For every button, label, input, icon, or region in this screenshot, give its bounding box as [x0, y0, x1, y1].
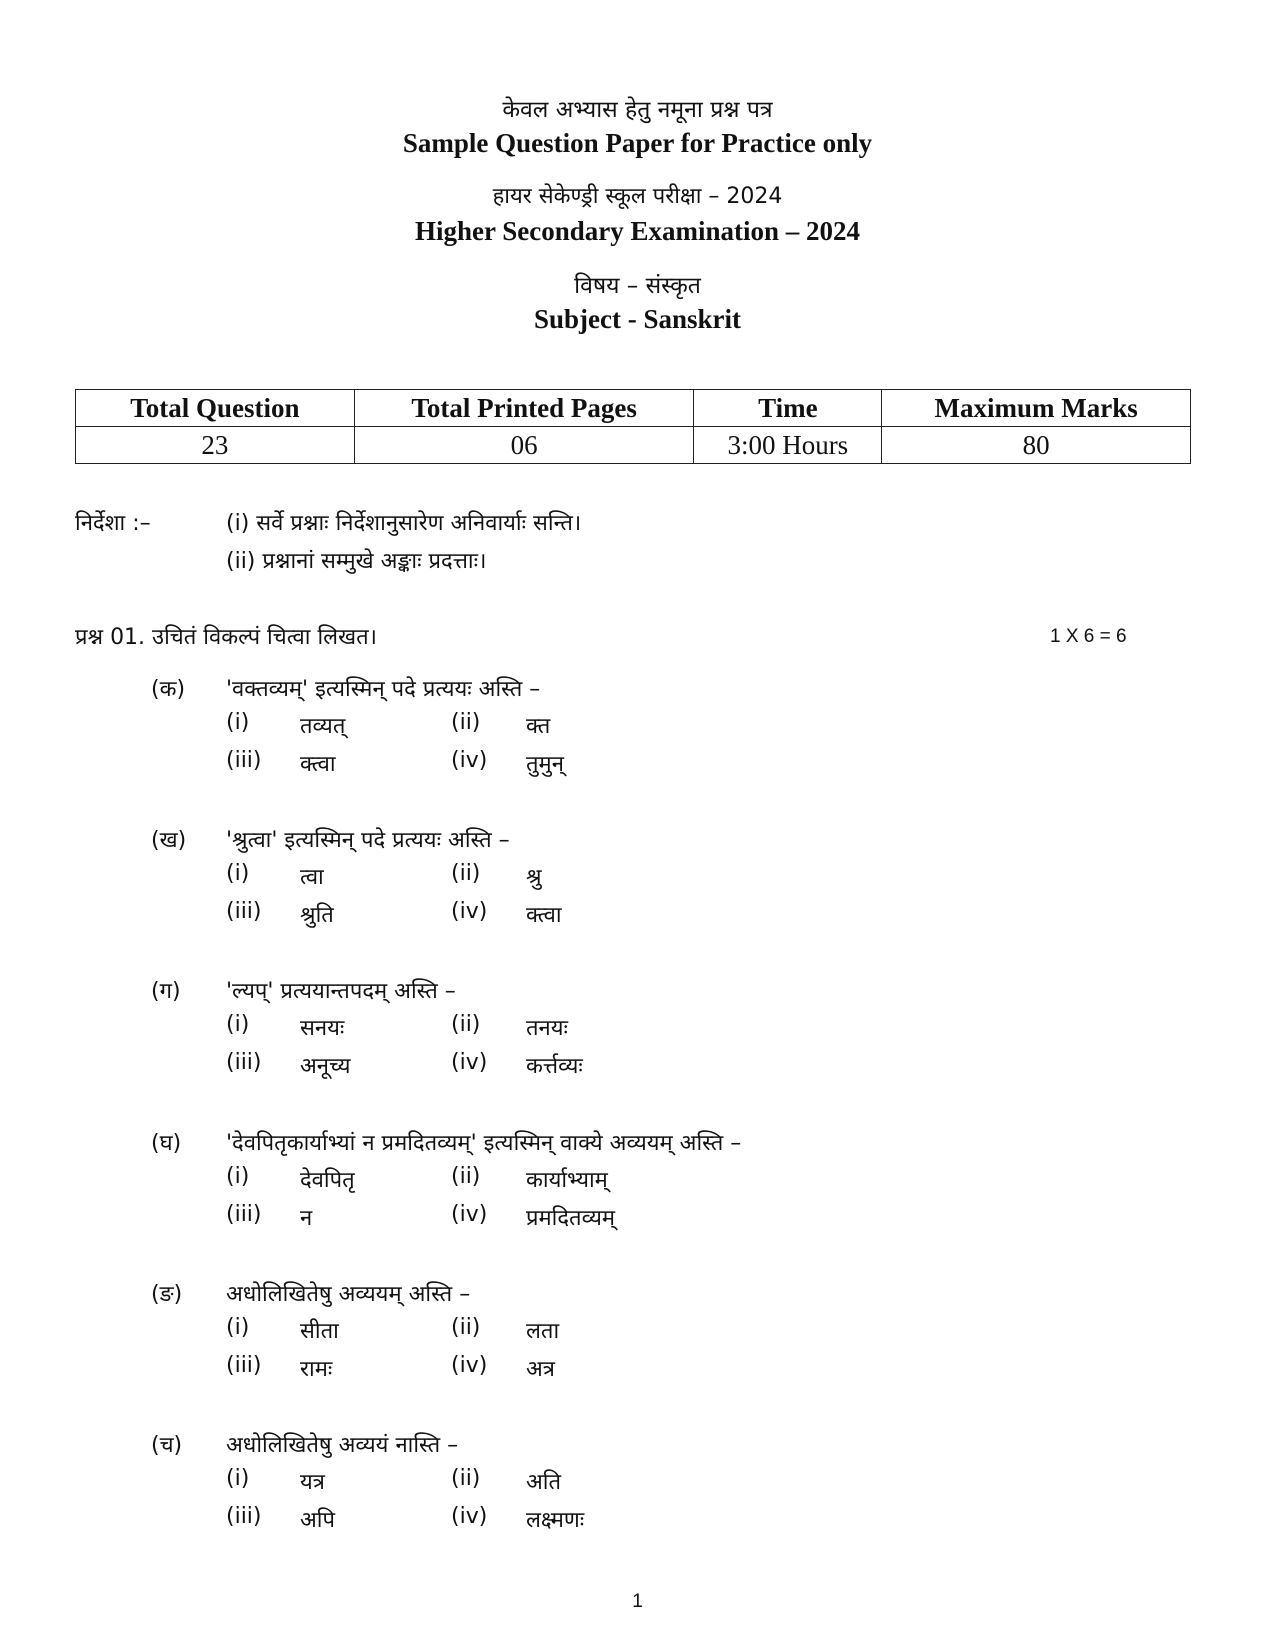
- option-text: सनयः: [300, 1016, 345, 1041]
- english-exam-title: Higher Secondary Examination – 2024: [414, 216, 861, 246]
- header-maximum-marks: Maximum Marks: [882, 390, 1191, 427]
- option-text: कार्याभ्याम्: [526, 1168, 608, 1193]
- option-text: लता: [526, 1319, 560, 1344]
- option-number: (iv): [451, 748, 488, 773]
- hindi-subject: विषय – संस्कृत: [574, 273, 701, 299]
- part-label: (क): [151, 677, 186, 702]
- part-question: अधोलिखितेषु अव्ययं नास्ति –: [226, 1433, 459, 1458]
- option-text: रामः: [300, 1357, 333, 1382]
- option-text: तव्यत्: [300, 714, 346, 739]
- part-question: 'श्रुत्वा' इत्यस्मिन् पदे प्रत्ययः अस्ति –: [226, 828, 510, 853]
- part-label: (ङ): [151, 1282, 183, 1307]
- option-number: (iii): [226, 1202, 262, 1227]
- page-number: 1: [632, 1591, 643, 1612]
- option-number: (ii): [451, 1164, 481, 1189]
- option-number: (iii): [226, 1504, 262, 1529]
- option-text: अत्र: [526, 1357, 555, 1382]
- option-text: अपि: [300, 1508, 336, 1533]
- option-text: न: [300, 1206, 313, 1231]
- question-title: प्रश्न 01. उचितं विकल्पं चित्वा लिखत।: [75, 625, 377, 650]
- value-total-question: 23: [76, 427, 355, 464]
- option-text: लक्ष्मणः: [526, 1508, 585, 1533]
- option-number: (ii): [451, 1012, 481, 1037]
- option-number: (ii): [451, 1315, 481, 1340]
- option-text: अनूच्य: [300, 1054, 351, 1079]
- option-text: प्रमदितव्यम्: [526, 1206, 616, 1231]
- part-label: (घ): [151, 1131, 182, 1156]
- option-number: (i): [226, 1012, 250, 1037]
- option-text: श्रु: [526, 865, 542, 890]
- english-title: Sample Question Paper for Practice only: [402, 128, 873, 158]
- option-text: सीता: [300, 1319, 339, 1344]
- option-number: (ii): [451, 1466, 481, 1491]
- exam-info-table: [75, 389, 1191, 464]
- option-number: (iii): [226, 1050, 262, 1075]
- option-number: (i): [226, 1164, 250, 1189]
- header-time: Time: [694, 390, 882, 427]
- option-number: (i): [226, 1466, 250, 1491]
- option-number: (ii): [451, 861, 481, 886]
- option-text: देवपितृ: [300, 1168, 355, 1193]
- value-time: 3:00 Hours: [694, 427, 882, 464]
- option-number: (iv): [451, 899, 488, 924]
- option-number: (iv): [451, 1353, 488, 1378]
- option-number: (i): [226, 861, 250, 886]
- part-question: अधोलिखितेषु अव्ययम् अस्ति –: [226, 1282, 471, 1307]
- value-total-printed-pages: 06: [354, 427, 694, 464]
- option-number: (iii): [226, 1353, 262, 1378]
- option-number: (i): [226, 710, 250, 735]
- option-number: (iv): [451, 1504, 488, 1529]
- option-text: तुमुन्: [526, 752, 564, 777]
- option-text: त्वा: [300, 865, 324, 890]
- english-subject: Subject - Sanskrit: [533, 304, 742, 334]
- option-text: क्त: [526, 714, 551, 739]
- option-number: (i): [226, 1315, 250, 1340]
- option-number: (ii): [451, 710, 481, 735]
- exam-info-header-row: [76, 390, 1191, 427]
- option-text: कर्त्तव्यः: [526, 1054, 583, 1079]
- option-number: (iii): [226, 899, 262, 924]
- instruction-item-2: (ii) प्रश्नानां सम्मुखे अङ्काः प्रदत्ताः।: [226, 549, 487, 574]
- value-maximum-marks: 80: [882, 427, 1191, 464]
- part-question: 'देवपितृकार्याभ्यां न प्रमदितव्यम्' इत्यस्मिन् वाक्ये अव्ययम् अस्ति –: [226, 1131, 742, 1156]
- part-question: 'ल्यप्' प्रत्ययान्तपदम् अस्ति –: [226, 979, 456, 1004]
- option-text: तनयः: [526, 1016, 568, 1041]
- exam-info-value-row: [76, 427, 1191, 464]
- question-marks: 1 X 6 = 6: [1050, 626, 1127, 647]
- instruction-item-1: (i) सर्वे प्रश्नाः निर्देशानुसारेण अनिवार्याः सन्ति।: [226, 511, 582, 536]
- part-label: (च): [151, 1433, 183, 1458]
- part-label: (ग): [151, 979, 181, 1004]
- option-number: (iv): [451, 1050, 488, 1075]
- hindi-title: केवल अभ्यास हेतु नमूना प्रश्न पत्र: [502, 97, 773, 123]
- option-number: (iii): [226, 748, 262, 773]
- option-text: क्त्वा: [300, 752, 336, 777]
- option-text: श्रुति: [300, 903, 334, 928]
- part-label: (ख): [151, 828, 187, 853]
- option-text: क्त्वा: [526, 903, 562, 928]
- hindi-exam-title: हायर सेकेण्ड्री स्कूल परीक्षा – 2024: [492, 184, 783, 209]
- header-total-printed-pages: Total Printed Pages: [354, 390, 694, 427]
- option-text: अति: [526, 1470, 562, 1495]
- part-question: 'वक्तव्यम्' इत्यस्मिन् पदे प्रत्ययः अस्ति –: [226, 677, 541, 702]
- header-total-question: Total Question: [76, 390, 355, 427]
- option-text: यत्र: [300, 1470, 325, 1495]
- instructions-label: निर्देशा :–: [75, 511, 151, 536]
- option-number: (iv): [451, 1202, 488, 1227]
